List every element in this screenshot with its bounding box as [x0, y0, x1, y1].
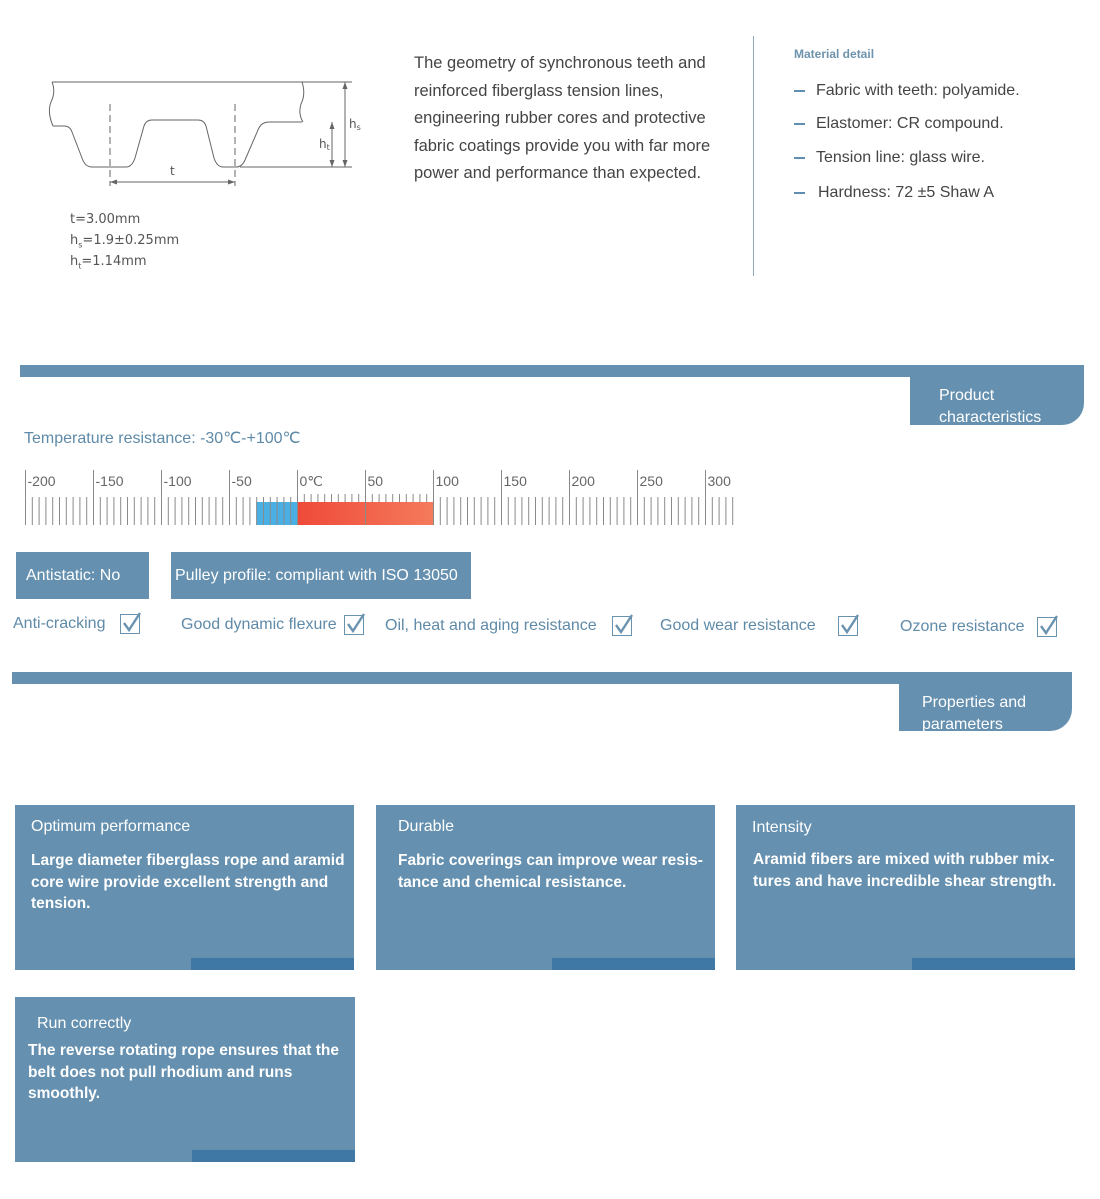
tab-line: characteristics [939, 409, 1042, 426]
card-body: Aramid fibers are mixed with rubber mix- tures and have incredible shear strength. [753, 851, 1057, 890]
scale-label: 150 [503, 473, 527, 489]
dash-icon [794, 90, 805, 92]
scale-label: 50 [367, 473, 384, 489]
antistatic-badge: Antistatic: No [16, 552, 149, 599]
material-item: Hardness: 72 ±5 Shaw A [794, 184, 994, 202]
property-card-optimum-performance [15, 805, 354, 970]
temperature-resistance-label: Temperature resistance: -30℃-+100℃ [24, 430, 301, 447]
section-bar-properties [12, 672, 1072, 684]
feature-ozone-resistance: Ozone resistance [900, 617, 1057, 637]
intro-paragraph: The geometry of synchronous teeth and reinforced fiberglass tension lines, engineering rubber cores and protective fabric coatings provide you with far more power and performance than expected. [414, 54, 711, 182]
card-accent-strip [191, 958, 354, 970]
t-label: t [170, 164, 175, 178]
feature-dynamic-flexure: Good dynamic flexure [181, 615, 364, 635]
feature-anti-cracking: Anti-cracking [13, 614, 140, 634]
section-bar-product [20, 365, 1084, 377]
tab-line: Properties and [922, 694, 1027, 711]
checkbox-checked-icon [612, 616, 632, 636]
scale-label: 200 [571, 473, 595, 489]
scale-label: -150 [95, 473, 124, 489]
ht-label: ht [319, 137, 330, 152]
card-title: Run correctly [37, 1015, 132, 1032]
card-accent-strip [552, 958, 715, 970]
tab-line: parameters [922, 716, 1003, 733]
card-title: Intensity [752, 819, 812, 836]
properties-parameters-tab [899, 684, 1072, 731]
dash-icon [794, 192, 805, 194]
card-title: Durable [398, 818, 455, 835]
temperature-scale [22, 470, 774, 528]
material-item: Fabric with teeth: polyamide. [794, 82, 1020, 100]
checkbox-checked-icon [838, 616, 858, 636]
dash-icon [794, 157, 805, 159]
vertical-divider [753, 36, 754, 276]
pulley-profile-badge: Pulley profile: compliant with ISO 13050 [171, 552, 471, 599]
card-body: The reverse rotating rope ensures that the belt does not pull rhodium and runs smoothly. [28, 1042, 339, 1102]
scale-label: 250 [639, 473, 663, 489]
scale-label: -200 [27, 473, 56, 489]
material-detail-heading: Material detail [794, 47, 875, 61]
feature-wear-resistance: Good wear resistance [660, 616, 858, 636]
card-body: Large diameter fiberglass rope and aramid core wire provide excellent strength and tension. [31, 852, 345, 912]
checkbox-checked-icon [120, 614, 140, 634]
scale-label: 300 [707, 473, 731, 489]
dash-icon [794, 123, 805, 125]
checkbox-checked-icon [344, 615, 364, 635]
card-title: Optimum performance [31, 818, 191, 835]
property-card-durable [376, 805, 715, 970]
hs-label: hs [349, 117, 361, 132]
feature-oil-heat-aging: Oil, heat and aging resistance [385, 616, 632, 636]
material-item: Elastomer: CR compound. [794, 115, 1004, 133]
checkbox-checked-icon [1037, 617, 1057, 637]
card-accent-strip [912, 958, 1075, 970]
scale-label: -50 [231, 473, 252, 489]
scale-label: -100 [163, 473, 192, 489]
dimension-hs: $h_s=1.9\pm 0.25mm$ [70, 233, 180, 250]
card-accent-strip [192, 1150, 355, 1162]
dimension-t: t=3.00mm [70, 212, 141, 227]
card-body: Fabric coverings can improve wear resis- tance and chemical resistance. [398, 852, 703, 891]
product-characteristics-tab [910, 377, 1084, 425]
tab-line: Product [939, 387, 995, 404]
property-card-intensity [736, 805, 1075, 970]
property-card-run-correctly [15, 997, 355, 1162]
dimension-ht: $h_t=1.14mm$ [70, 254, 147, 271]
belt-profile-diagram [40, 70, 370, 200]
scale-label: 100 [435, 473, 459, 489]
scale-label: 0℃ [299, 473, 324, 489]
material-item: Tension line: glass wire. [794, 149, 985, 167]
